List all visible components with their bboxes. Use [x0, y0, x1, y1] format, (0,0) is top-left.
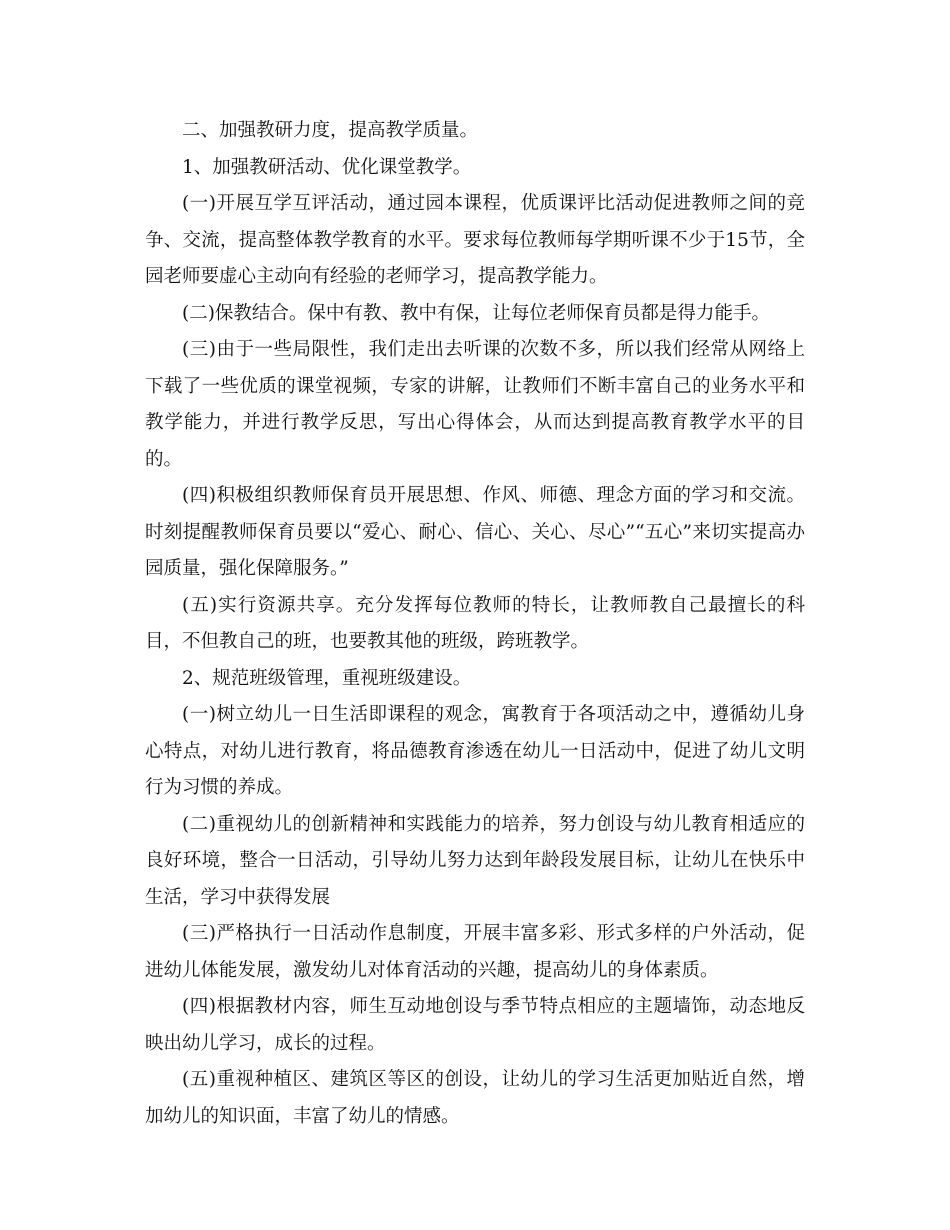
paragraph-innovation: (二)重视幼儿的创新精神和实践能力的培养，努力创设与幼儿教育相适应的良好环境，整合一日活动，引导幼儿努力达到年龄段发展目标，让幼儿在快乐中生活，学习中获得发展	[145, 813, 805, 908]
paragraph-daily-schedule: (三)严格执行一日活动作息制度，开展丰富多彩、形式多样的户外活动，促进幼儿体能发展，激发幼儿对体育活动的兴趣，提高幼儿的身体素质。	[145, 923, 805, 981]
paragraph-care-education: (二)保教结合。保中有教、教中有保，让每位老师保育员都是得力能手。	[182, 302, 770, 324]
paragraph-staff-training: (四)积极组织教师保育员开展思想、作风、师德、理念方面的学习和交流。时刻提醒教师保育员要以“爱心、耐心、信心、关心、尽心”“五心”来切实提高办园质量，强化保障服务。”	[145, 485, 805, 579]
subheading-class-management: 2、规范班级管理，重视班级建设。	[182, 667, 472, 689]
document-body	[145, 113, 805, 1135]
paragraph-online-videos: (三)由于一些局限性，我们走出去听课的次数不多，所以我们经常从网络上下载了一些优质的课堂视频，专家的讲解，让教师们不断丰富自己的业务水平和教学能力，并进行教学反思，写出心得体会，从而达到提高教育教学水平的目的。	[145, 339, 805, 470]
paragraph-resource-sharing: (五)实行资源共享。充分发挥每位教师的特长，让教师教自己最擅长的科目，不但教自己的班，也要教其他的班级，跨班教学。	[145, 594, 805, 652]
paragraph-peer-review: (一)开展互学互评活动，通过园本课程，优质课评比活动促进教师之间的竞争、交流，提高整体教学教育的水平。要求每位教师每学期听课不少于15节，全园老师要虚心主动向有经验的老师学习，提高教学能力。	[145, 193, 805, 287]
section-heading-teaching-research: 二、加强教研力度，提高教学质量。	[182, 120, 479, 141]
paragraph-theme-walls: (四)根据教材内容，师生互动地创设与季节特点相应的主题墙饰，动态地反映出幼儿学习，成长的过程。	[145, 996, 805, 1054]
subheading-teaching-activities: 1、加强教研活动、优化课堂教学。	[182, 156, 472, 178]
paragraph-planting-area: (五)重视种植区、建筑区等区的创设，让幼儿的学习生活更加贴近自然，增加幼儿的知识面，丰富了幼儿的情感。	[145, 1069, 805, 1127]
paragraph-daily-curriculum: (一)树立幼儿一日生活即课程的观念，寓教育于各项活动之中，遵循幼儿身心特点，对幼儿进行教育，将品德教育渗透在幼儿一日活动中，促进了幼儿文明行为习惯的养成。	[145, 704, 805, 798]
